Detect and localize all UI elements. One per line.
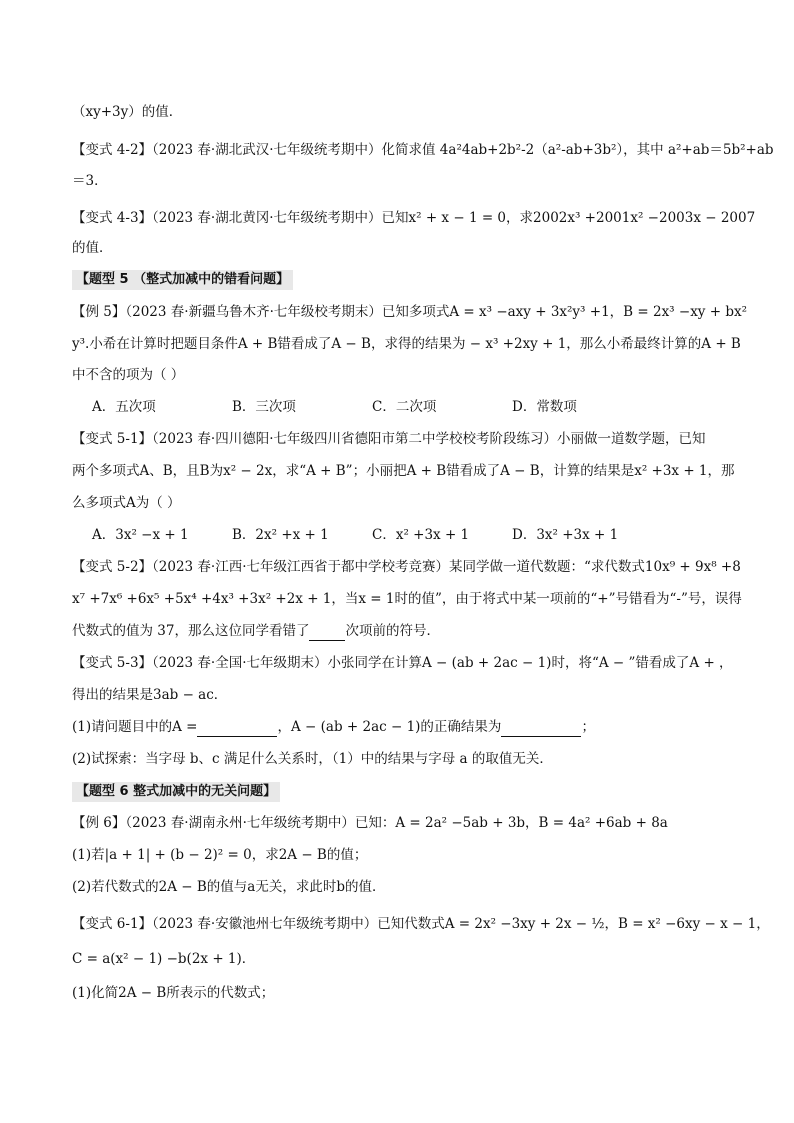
- text-line: 中不含的项为（ ）: [72, 367, 185, 383]
- option-d: D．3x² +3x + 1: [512, 527, 619, 543]
- text-fragment: (1)请问题目中的A =: [72, 719, 198, 735]
- text-line: 两个多项式A、B，且B为x² − 2x，求“A + B”；小丽把A + B错看成了A − B，计算的结果是x² +3x + 1，那: [72, 463, 735, 479]
- answer-blank: [501, 718, 581, 737]
- variant-5-3: 【变式 5-3】（2023 春·全国·七年级期末）小张同学在计算A − (ab + 2ac − 1)时，将“A − ”错看成了A + ，: [72, 655, 733, 671]
- text-line: [72, 622, 440, 641]
- option-b: B．2x² +x + 1: [232, 527, 329, 543]
- section-heading-6: 【题型 6 整式加减中的无关问题】: [72, 782, 280, 802]
- text-fragment: ；: [581, 719, 595, 735]
- variant-6-1: 【变式 6-1】（2023 春·安徽池州七年级统考期中）已知代数式A = 2x² −3xy + 2x − ½，B = x² −6xy − x − 1，: [72, 916, 770, 932]
- answer-options: [92, 526, 652, 544]
- text-line: (1)化简2A − B所表示的代数式；: [72, 985, 275, 1001]
- text-line: (2)若代数式的2A − B的值与a无关，求此时b的值．: [72, 879, 386, 895]
- option-b: B．三次项: [232, 399, 296, 415]
- text-line: 的值．: [72, 240, 113, 256]
- text-line: [72, 718, 595, 737]
- answer-options: [92, 398, 652, 416]
- text-line: 得出的结果是3ab − ac．: [72, 687, 228, 703]
- text-line: (1)若|a + 1| + (b − 2)² = 0，求2A − B的值；: [72, 847, 368, 863]
- example-5: 【例 5】（2023 春·新疆乌鲁木齐·七年级校考期末）已知多项式A = x³ −axy + 3x²y³ +1，B = 2x³ −xy + bx²: [72, 304, 747, 320]
- text-line: C = a(x² − 1) −b(2x + 1)．: [72, 951, 256, 967]
- section-heading-5: 【题型 5 （整式加减中的错看问题】: [72, 270, 293, 290]
- variant-4-3: 【变式 4-3】（2023 春·湖北黄冈·七年级统考期中）已知x² + x − 1 = 0，求2002x³ +2001x² −2003x − 2007: [72, 210, 756, 226]
- text-line: y³.小希在计算时把题目条件A + B错看成了A − B，求得的结果为 − x³ +2xy + 1，那么小希最终计算的A + B: [72, 336, 741, 352]
- text-line: x⁷ +7x⁶ +6x⁵ +5x⁴ +4x³ +3x² +2x + 1，当x = 1时的值”，由于将式中某一项前的“+”号错看为“-”号，误得: [72, 591, 742, 607]
- option-a: A．五次项: [92, 399, 156, 415]
- variant-4-2: 【变式 4-2】（2023 春·湖北武汉·七年级统考期中）化简求值 4a²4ab+2b²-2（a²-ab+3b²），其中 a²+ab＝5b²+ab: [72, 142, 774, 158]
- variant-5-1: 【变式 5-1】（2023 春·四川德阳·七年级四川省德阳市第二中学校校考阶段练习）小丽做一道数学题，已知: [72, 431, 706, 447]
- answer-blank: [309, 622, 345, 641]
- text-line: ＝3．: [72, 173, 108, 189]
- example-6: 【例 6】（2023 春·湖南永州·七年级统考期中）已知：A = 2a² −5ab + 3b，B = 4a² +6ab + 8a: [72, 815, 668, 831]
- text-fragment: 代数式的值为 37，那么这位同学看错了: [72, 623, 310, 639]
- text-line: （xy+3y）的值．: [72, 104, 183, 120]
- text-line: (2)试探索：当字母 b、c 满足什么关系时，（1）中的结果与字母 a 的取值无关．: [72, 751, 553, 767]
- variant-5-2: 【变式 5-2】（2023 春·江西·七年级江西省于都中学校考竞赛）某同学做一道代数题：“求代数式10x⁹ + 9x⁸ +8: [72, 559, 741, 575]
- option-a: A．3x² −x + 1: [92, 527, 189, 543]
- option-d: D．常数项: [512, 399, 577, 415]
- text-fragment: ，A − (ab + 2ac − 1)的正确结果为: [277, 719, 502, 735]
- option-c: C．x² +3x + 1: [372, 527, 470, 543]
- text-line: 么多项式A为（ ）: [72, 495, 181, 511]
- text-fragment: 次项前的符号．: [345, 623, 440, 639]
- option-c: C．二次项: [372, 399, 437, 415]
- answer-blank: [197, 718, 277, 737]
